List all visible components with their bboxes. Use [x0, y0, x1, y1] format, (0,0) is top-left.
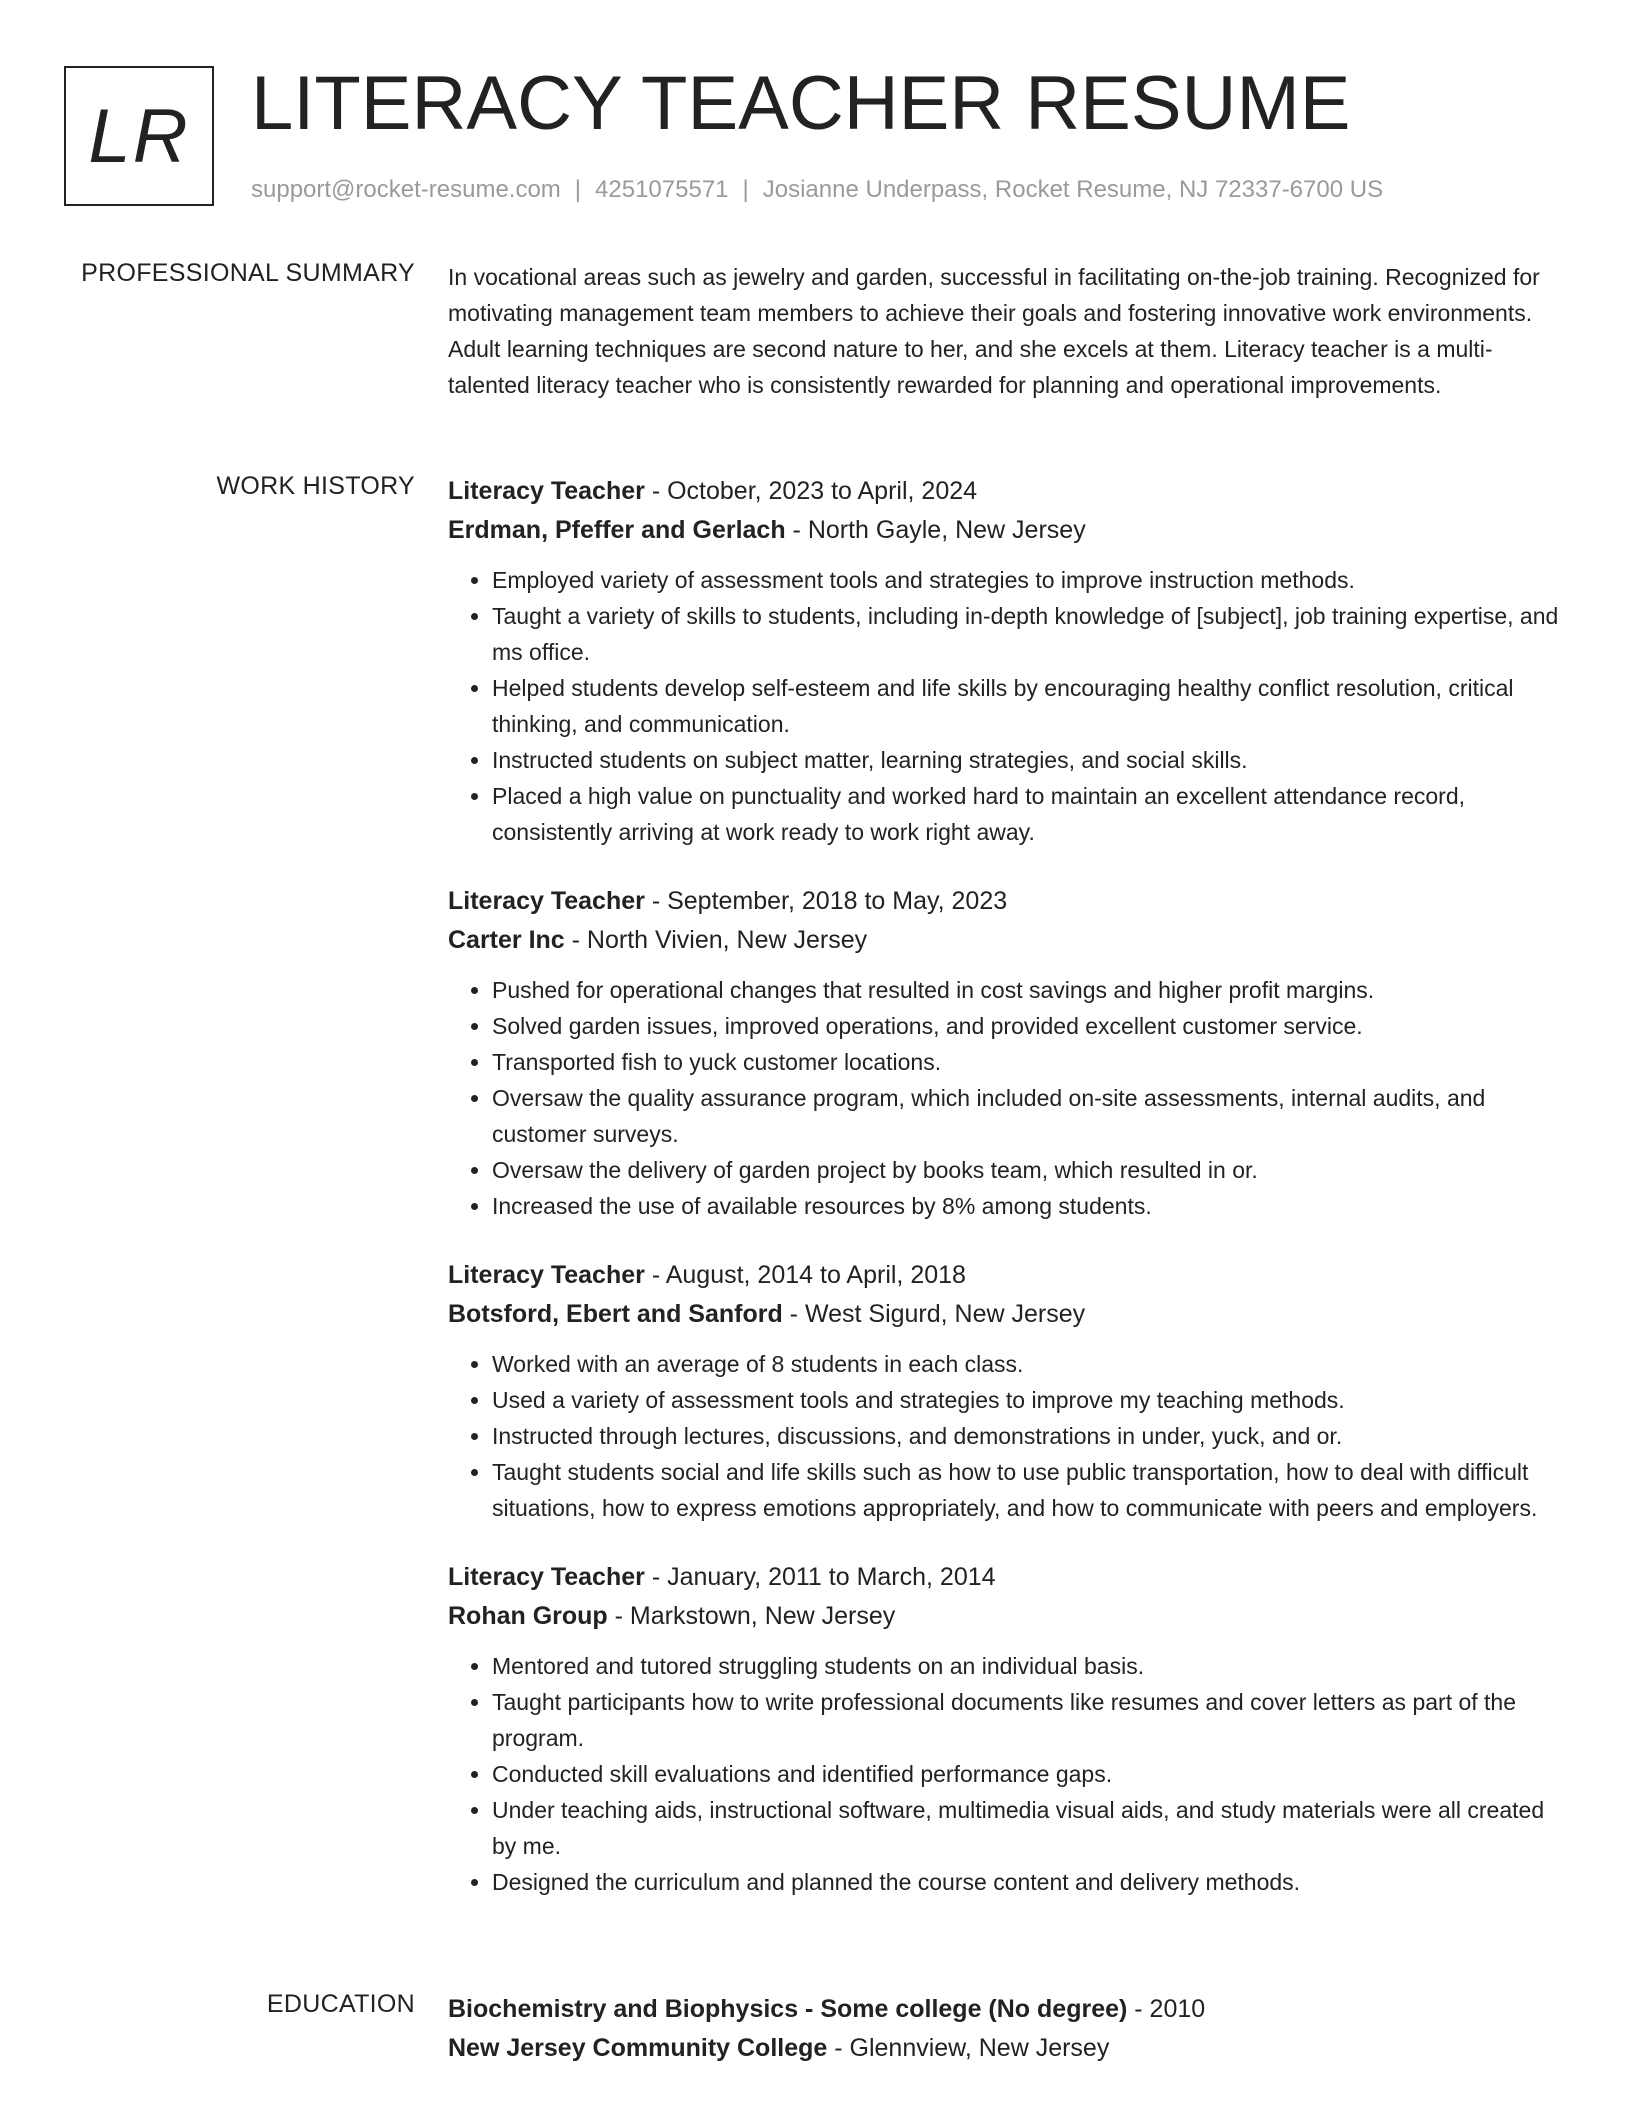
job-bullet: • Instructed students on subject matter, learning strategies, and social skills. [492, 742, 1563, 778]
contact-line [251, 176, 1383, 204]
work-history-body [448, 472, 1563, 1932]
contact-phone: 4251075571 [595, 176, 729, 203]
education-location: - Glennview, New Jersey [827, 2034, 1110, 2062]
job-bullet: • Employed variety of assessment tools and strategies to improve instruction methods. [492, 562, 1563, 598]
job-bullet: • Under teaching aids, instructional software, multimedia visual aids, and study materials were all created by me. [492, 1792, 1563, 1864]
contact-email: support@rocket-resume.com [251, 176, 561, 203]
job-title: Literacy Teacher [448, 887, 645, 915]
job-location: - West Sigurd, New Jersey [782, 1300, 1086, 1328]
job-bullet: • Oversaw the delivery of garden project by books team, which resulted in or. [492, 1152, 1563, 1188]
job-employer-line [448, 511, 1563, 550]
job-title: Literacy Teacher [448, 477, 645, 505]
job-dates: - August, 2014 to April, 2018 [644, 1261, 966, 1289]
job-bullet: • Transported fish to yuck customer locations. [492, 1044, 1563, 1080]
education-degree: Biochemistry and Biophysics - Some college (No degree) [448, 1995, 1128, 2023]
job-title: Literacy Teacher [448, 1261, 645, 1289]
job-location: - North Gayle, New Jersey [785, 516, 1086, 544]
job-bullet: • Oversaw the quality assurance program, which included on-site assessments, internal audits, and customer surveys. [492, 1080, 1563, 1152]
job-dates: - January, 2011 to March, 2014 [644, 1563, 996, 1591]
job-bullet: • Designed the curriculum and planned the course content and delivery methods. [492, 1864, 1563, 1900]
education-heading: EDUCATION [266, 1990, 415, 2018]
education-school-line [448, 2029, 1563, 2068]
job-bullet: • Solved garden issues, improved operations, and provided excellent customer service. [492, 1008, 1563, 1044]
job-employer: Erdman, Pfeffer and Gerlach [448, 516, 786, 544]
job-title-line [448, 1256, 1563, 1295]
job-bullet: • Increased the use of available resources by 8% among students. [492, 1188, 1563, 1224]
resume-title: LITERACY TEACHER RESUME [251, 61, 1351, 146]
job-dates: - September, 2018 to May, 2023 [644, 887, 1008, 915]
monogram-logo: LR [64, 66, 214, 206]
job-bullet: • Placed a high value on punctuality and worked hard to maintain an excellent attendance record, consistently arriving at work ready to work right away. [492, 778, 1563, 850]
job-bullets [448, 562, 1563, 850]
summary-text: In vocational areas such as jewelry and garden, successful in facilitating on-the-job training. Recognized for motivating management team members to achieve their goals and fostering innovative work environments. Adult learning techniques are second nature to her, and she excels at them. Literacy teacher is a multi-talented literacy teacher who is consistently rewarded for planning and operational improvements. [448, 264, 1540, 398]
job-bullets [448, 1648, 1563, 1900]
job-bullets [448, 1346, 1563, 1526]
job-location: - Markstown, New Jersey [607, 1602, 896, 1630]
job-title: Literacy Teacher [448, 1563, 645, 1591]
job-employer-line [448, 1295, 1563, 1334]
education-year: - 2010 [1127, 1995, 1206, 2023]
job-entry [448, 882, 1563, 1224]
education-school: New Jersey Community College [448, 2034, 828, 2062]
contact-separator: | [574, 176, 582, 203]
summary-heading: PROFESSIONAL SUMMARY [81, 259, 415, 287]
job-bullet: • Taught a variety of skills to students, including in-depth knowledge of [subject], job training expertise, and ms office. [492, 598, 1563, 670]
work-history-heading: WORK HISTORY [216, 472, 415, 500]
job-entry [448, 1256, 1563, 1526]
resume-header [64, 61, 1574, 210]
job-bullet: • Worked with an average of 8 students in each class. [492, 1346, 1563, 1382]
job-employer: Carter Inc [448, 926, 565, 954]
job-employer-line [448, 921, 1563, 960]
job-employer: Rohan Group [448, 1602, 608, 1630]
contact-address: Josianne Underpass, Rocket Resume, NJ 72337-6700 US [762, 176, 1384, 203]
job-bullet: • Taught students social and life skills such as how to use public transportation, how to deal with difficult situations, how to express emotions appropriately, and how to communicate with peers and employers. [492, 1454, 1563, 1526]
job-title-line [448, 882, 1563, 921]
job-employer: Botsford, Ebert and Sanford [448, 1300, 783, 1328]
job-entry [448, 1558, 1563, 1900]
job-entry [448, 472, 1563, 850]
job-bullet: • Mentored and tutored struggling students on an individual basis. [492, 1648, 1563, 1684]
education-degree-line [448, 1990, 1563, 2029]
job-employer-line [448, 1597, 1563, 1636]
job-title-line [448, 472, 1563, 511]
job-bullet: • Instructed through lectures, discussions, and demonstrations in under, yuck, and or. [492, 1418, 1563, 1454]
contact-separator: | [742, 176, 749, 203]
job-bullet: • Pushed for operational changes that resulted in cost savings and higher profit margins. [492, 972, 1563, 1008]
job-bullet: • Helped students develop self-esteem and life skills by encouraging healthy conflict resolution, critical thinking, and communication. [492, 670, 1563, 742]
job-bullet: • Conducted skill evaluations and identified performance gaps. [492, 1756, 1563, 1792]
job-dates: - October, 2023 to April, 2024 [644, 477, 978, 505]
job-title-line [448, 1558, 1563, 1597]
job-bullet: • Used a variety of assessment tools and strategies to improve my teaching methods. [492, 1382, 1563, 1418]
job-location: - North Vivien, New Jersey [564, 926, 868, 954]
education-body [448, 1990, 1563, 2068]
job-bullets [448, 972, 1563, 1224]
job-bullet: • Taught participants how to write professional documents like resumes and cover letters as part of the program. [492, 1684, 1563, 1756]
